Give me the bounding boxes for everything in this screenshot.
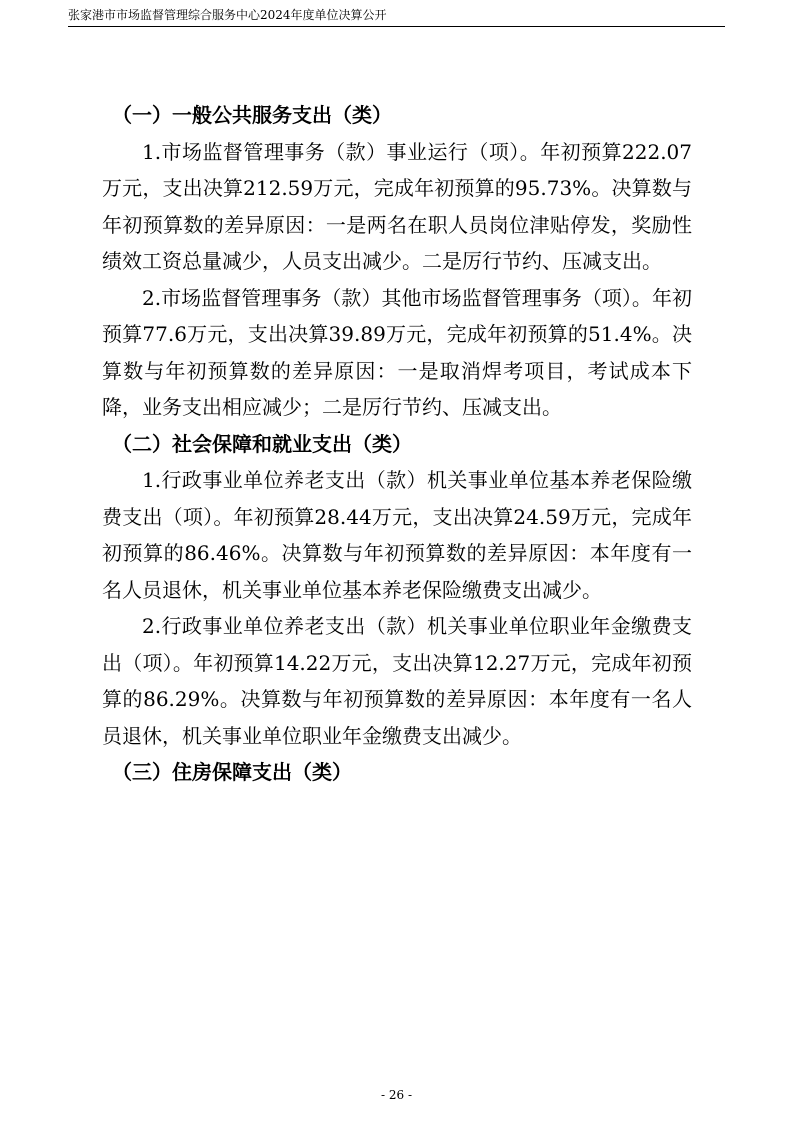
paragraph-market-supervision-operation: 1.市场监督管理事务（款）事业运行（项）。年初预算222.07万元，支出决算212.59万元，完成年初预算的95.73%。决算数与年初预算数的差异原因：一是两名在职人员岗位津贴停发，奖励性绩效工资总量减少，人员支出减少。二是厉行节约、压减支出。 xyxy=(102,139,692,273)
section-heading-housing-security: （三）住房保障支出（类） xyxy=(112,760,352,784)
paragraph-basic-pension-insurance: 1.行政事业单位养老支出（款）机关事业单位基本养老保险缴费支出（项）。年初预算28.44万元，支出决算24.59万元，完成年初预算的86.46%。决算数与年初预算数的差异原因：本年度有一名人员退休，机关事业单位基本养老保险缴费支出减少。 xyxy=(102,468,692,602)
page-header: 张家港市市场监督管理综合服务中心2024年度单位决算公开 xyxy=(68,8,387,22)
paragraph-occupational-annuity: 2.行政事业单位养老支出（款）机关事业单位职业年金缴费支出（项）。年初预算14.22万元，支出决算12.27万元，完成年初预算的86.29%。决算数与年初预算数的差异原因：本年度有一名人员退休，机关事业单位职业年金缴费支出减少。 xyxy=(102,614,692,748)
section-heading-general-public-services: （一）一般公共服务支出（类） xyxy=(112,103,392,127)
header-divider xyxy=(68,26,725,27)
page-number: - 26 - xyxy=(380,1088,412,1102)
paragraph-other-market-supervision: 2.市场监督管理事务（款）其他市场监督管理事务（项）。年初预算77.6万元，支出决算39.89万元，完成年初预算的51.4%。决算数与年初预算数的差异原因：一是取消焊考项目，考试成本下降，业务支出相应减少；二是厉行节约、压减支出。 xyxy=(102,285,692,419)
document-body xyxy=(102,97,692,791)
section-heading-social-security: （二）社会保障和就业支出（类） xyxy=(112,431,412,456)
